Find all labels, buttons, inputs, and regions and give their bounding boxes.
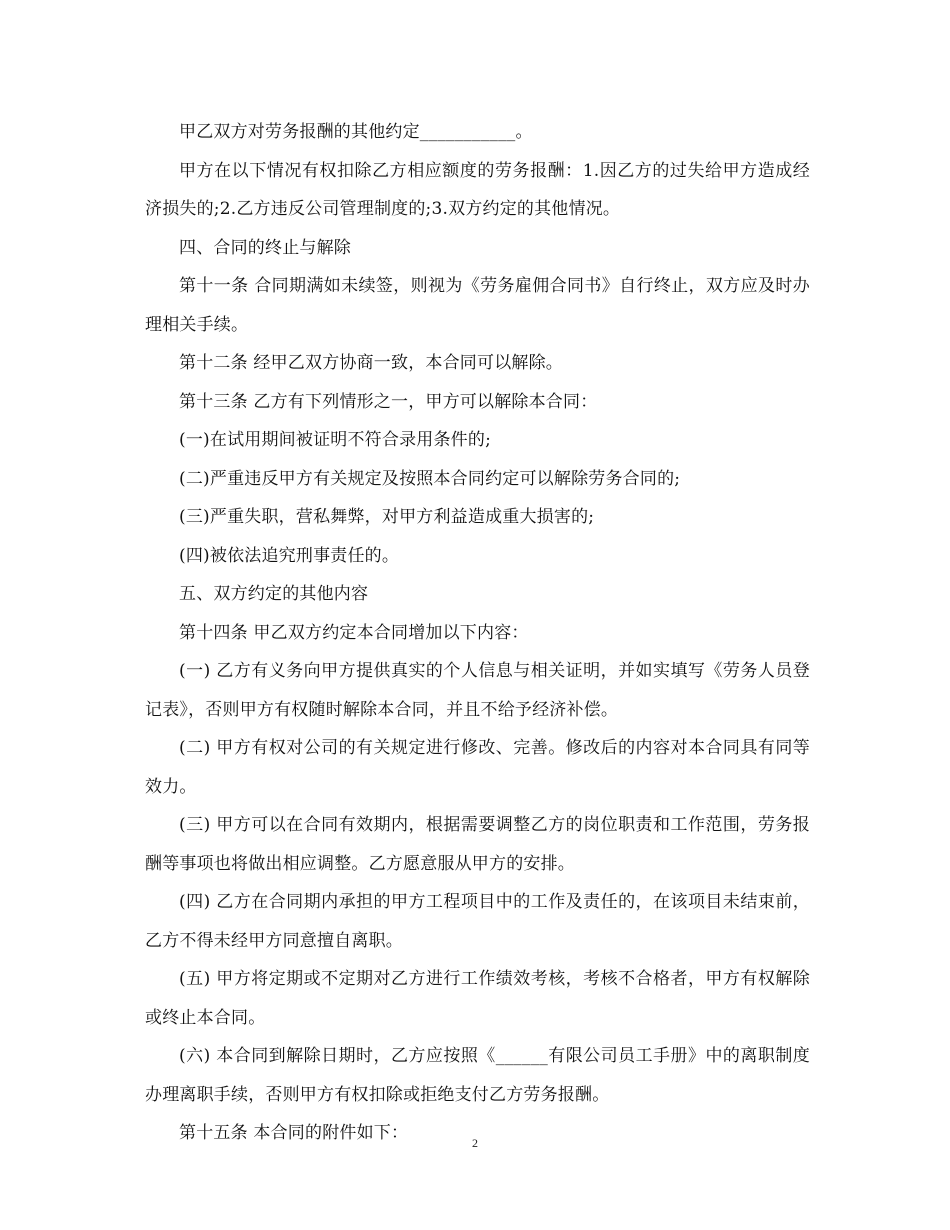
section-heading-other-content: 五、双方约定的其他内容 <box>179 584 369 604</box>
article-14-item-6: (六) 本合同到解除日期时，乙方应按照《______有限公司员工手册》中的离职制度办理离职手续，否则甲方有权扣除或拒绝支付乙方劳务报酬。 <box>145 1046 810 1105</box>
article-15: 第十五条 本合同的附件如下： <box>179 1123 409 1143</box>
article-14-item-1: (一) 乙方有义务向甲方提供真实的个人信息与相关证明，并如实填写《劳务人员登记表》，否则甲方有权随时解除本合同，并且不给予经济补偿。 <box>145 661 810 720</box>
article-14: 第十四条 甲乙双方约定本合同增加以下内容： <box>179 622 529 643</box>
article-13-item-4: (四)被依法追究刑事责任的。 <box>179 545 400 566</box>
article-14-item-4: (四) 乙方在合同期内承担的甲方工程项目中的工作及责任的，在该项目未结束前，乙方不得未经甲方同意擅自离职。 <box>145 892 810 951</box>
page-number: 2 <box>472 1136 478 1150</box>
paragraph-remuneration-other-agreement: 甲乙双方对劳务报酬的其他约定___________。 <box>179 122 533 142</box>
paragraph-deduction-conditions: 甲方在以下情况有权扣除乙方相应额度的劳务报酬：1.因乙方的过失给甲方造成经济损失的;2.乙方违反公司管理制度的;3.双方约定的其他情况。 <box>145 160 810 219</box>
article-13-item-2: (二)严重违反甲方有关规定及按照本合同约定可以解除劳务合同的; <box>179 468 681 489</box>
article-11: 第十一条 合同期满如未续签，则视为《劳务雇佣合同书》自行终止，双方应及时办理相关手续。 <box>145 276 810 335</box>
article-14-item-2: (二) 甲方有权对公司的有关规定进行修改、完善。修改后的内容对本合同具有同等效力。 <box>145 738 810 797</box>
section-heading-termination: 四、合同的终止与解除 <box>179 237 351 258</box>
article-13-item-3: (三)严重失职，营私舞弊，对甲方利益造成重大损害的; <box>179 507 595 527</box>
document-body <box>145 113 810 1153</box>
article-14-item-5: (五) 甲方将定期或不定期对乙方进行工作绩效考核，考核不合格者，甲方有权解除或终止本合同。 <box>145 969 810 1028</box>
article-12: 第十二条 经甲乙双方协商一致，本合同可以解除。 <box>179 353 564 373</box>
article-14-item-3: (三) 甲方可以在合同有效期内，根据需要调整乙方的岗位职责和工作范围，劳务报酬等事项也将做出相应调整。乙方愿意服从甲方的安排。 <box>145 815 810 874</box>
article-13-item-1: (一)在试用期间被证明不符合录用条件的; <box>179 430 491 450</box>
article-13: 第十三条 乙方有下列情形之一，甲方可以解除本合同： <box>179 391 598 412</box>
